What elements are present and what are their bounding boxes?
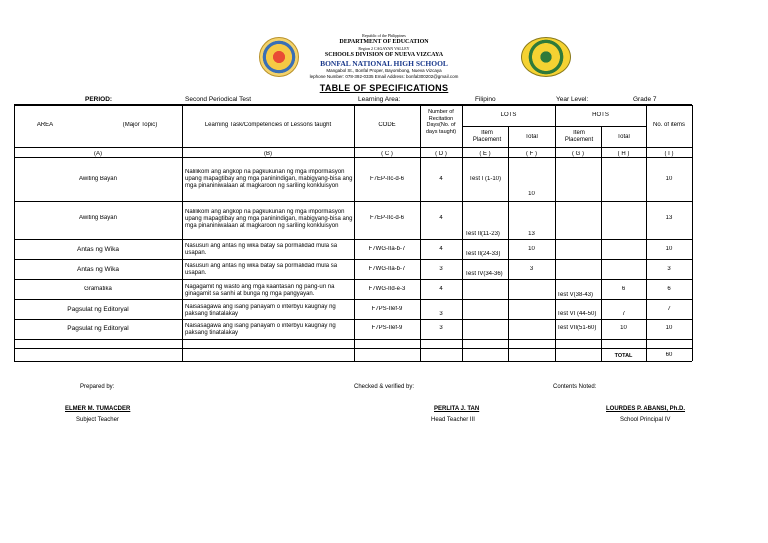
table-row-3-task: Nasusuri ang antas ng wika batay sa pormalidad mula sa usapan.: [185, 243, 338, 256]
table-row-4-lots-placement: Test IV(34-36): [465, 271, 503, 277]
learning-area-label: Learning Area:: [358, 96, 401, 103]
checked-by-label: Checked & verified by:: [354, 384, 415, 390]
header-days: Number of Recitation Days(No. of days taught): [425, 109, 457, 135]
table-row-2-days: 4: [439, 215, 443, 221]
table-row-1-task: Nalilikom ang angkop na pagkukunan ng mga impormasyon upang mapagtibay ang mga paninindigan, mabigyang-bisa ang mga pinaniniwalaan at magkaroon ng sariling konkluisyon: [185, 169, 353, 189]
table-column-border: [354, 105, 355, 361]
table-row-1-area: Awiting Bayan: [79, 176, 117, 182]
letter-e: ( E ): [479, 151, 491, 157]
table-row-4-days: 3: [439, 266, 443, 272]
header-school: BONFAL NATIONAL HIGH SCHOOL: [320, 59, 448, 68]
table-column-border: [555, 105, 556, 361]
table-subheader-border: [462, 126, 646, 127]
header-task: Learning Task/Competencies of Lessons taught: [204, 122, 332, 128]
table-column-border: [646, 105, 647, 361]
header-number-of-items: No. of items: [652, 122, 685, 128]
header-lots-total: Total: [525, 134, 538, 140]
header-region: Region 2 CAGAYAN VALLEY: [358, 46, 410, 51]
table-row-4-items: 3: [667, 266, 671, 272]
table-row-6-task: Naisasagawa ang isang panayam o interbyu kaugnay ng paksang tinatalakay: [185, 304, 336, 317]
table-right-border: [692, 105, 693, 361]
table-row-5-hots-placement: Test V(38-43): [557, 292, 594, 298]
checked-by-title: Head Teacher III: [431, 417, 475, 423]
header-lots: LOTS: [500, 112, 517, 118]
letter-g: ( G ): [572, 151, 584, 157]
table-row-3-days: 4: [439, 246, 443, 252]
table-row-1-days: 4: [439, 176, 443, 182]
table-row-3-lots-total: 10: [528, 246, 535, 252]
prepared-by-name: ELMER M. TUMACDER: [65, 406, 131, 412]
checked-by-name: PERLITA J. TAN: [434, 406, 480, 412]
header-area: AREA: [36, 122, 54, 128]
table-row-6-hots-placement: Test VI (44-50): [557, 311, 597, 317]
table-row-1-code: F7EP-IIc-d-6: [369, 176, 404, 182]
document-title: TABLE OF SPECIFICATIONS: [319, 83, 449, 93]
table-row-border: [14, 361, 692, 362]
table-row-7-hots-placement: Test VII(51-60): [557, 325, 597, 331]
letter-h: ( H ): [617, 151, 630, 157]
letter-b: (B): [264, 151, 272, 157]
letter-a: (A): [94, 151, 102, 157]
letter-c: ( C ): [381, 151, 393, 157]
table-row-5-hots-total: 6: [621, 286, 626, 292]
table-row-3-items: 10: [665, 246, 673, 252]
header-hots-total: Total: [617, 134, 630, 140]
table-row-6-items: 7: [667, 306, 671, 312]
table-row-6-days: 3: [439, 311, 443, 317]
table-row-1-items: 10: [665, 176, 673, 182]
table-row-3-area: Antas ng Wika: [77, 246, 119, 253]
table-row-7-code: F7PS-IIef-9: [371, 325, 403, 331]
table-row-4-area: Antas ng Wika: [77, 266, 119, 273]
table-row-2-lots-placement: Test II(11-23): [465, 231, 500, 237]
table-row-6-hots-total: 7: [621, 311, 626, 317]
prepared-by-label: Prepared by:: [80, 384, 115, 390]
table-column-border: [462, 105, 463, 361]
header-hots-item-placement: Item Placement: [564, 130, 594, 143]
table-row-5-task: Nagagamit ng wasto ang mga kaantasan ng pang-uri na ginagamit sa sanhi at bunga ng mga pangyayan.: [185, 284, 335, 297]
table-row-5-area: Gramatika: [84, 286, 112, 292]
header-code: CODE: [378, 122, 396, 128]
letter-i: ( I ): [664, 151, 674, 157]
noted-by-label: Contents Noted:: [553, 384, 597, 390]
table-row-4-code: F7WG-IIa-b-7: [368, 266, 406, 272]
year-level-label: Year Level:: [556, 96, 589, 103]
header-contact: lephone Number: 078-392-0335 Email Address: bonfal300202@gmail.com: [309, 74, 459, 79]
table-row-border: [14, 201, 692, 202]
table-row-2-area: Awiting Bayan: [79, 215, 117, 221]
learning-area-value: Filipino: [475, 96, 496, 103]
table-row-4-task: Nasusuri ang antas ng wika batay sa pormalidad mula sa usapan.: [185, 263, 338, 276]
header-major-topic: (Major Topic): [122, 122, 158, 128]
letter-f: ( F ): [526, 151, 537, 157]
table-column-border: [508, 126, 509, 361]
letter-d: ( D ): [435, 151, 447, 157]
table-row-7-items: 10: [665, 325, 673, 331]
table-row-7-area: Pagsulat ng Editoryal: [67, 325, 129, 332]
table-row-border: [14, 348, 692, 349]
table-row-border: [14, 319, 692, 320]
table-row-2-items: 13: [665, 215, 673, 221]
table-row-border: [14, 279, 692, 280]
table-column-border: [182, 105, 183, 361]
header-address: Mangabol St., Bonfal Proper, Bayombong, Nueva Vizcaya: [326, 68, 442, 73]
table-row-border: [14, 259, 692, 260]
table-row-border: [14, 299, 692, 300]
period-value: Second Periodical Test: [185, 96, 252, 103]
total-value: 60: [665, 352, 673, 358]
table-row-6-area: Pagsulat ng Editoryal: [67, 306, 129, 313]
table-row-5-code: F7WG-IId-e-3: [368, 286, 406, 292]
prepared-by-title: Subject Teacher: [76, 417, 119, 423]
table-row-3-lots-placement: Test II(24-33): [465, 251, 501, 257]
table-left-border: [14, 105, 15, 361]
table-row-7-days: 3: [439, 325, 443, 331]
noted-by-name: LOURDES P. ABANSI, Ph.D.: [606, 406, 686, 412]
table-row-border: [14, 147, 692, 148]
table-row-border: [14, 339, 692, 340]
period-label: PERIOD:: [85, 96, 113, 103]
table-row-6-code: F7PS-IIef-9: [371, 306, 403, 312]
table-row-5-days: 4: [439, 286, 443, 292]
table-row-3-code: F7WG-IIa-b-7: [368, 246, 406, 252]
header-department: DEPARTMENT OF EDUCATION: [339, 39, 429, 45]
header-republic: Republic of the Philippines: [362, 33, 406, 38]
table-row-1-lots-placement: Test I (1-10): [468, 176, 501, 182]
table-row-1-lots-total: 10: [528, 191, 535, 197]
table-top-border: [14, 105, 692, 106]
header-division: SCHOOLS DIVISION OF NUEVA VIZCAYA: [324, 52, 444, 58]
noted-by-title: School Principal IV: [620, 417, 671, 423]
table-row-2-lots-total: 13: [528, 231, 535, 237]
header-hots: HOTS: [592, 112, 609, 118]
table-row-4-lots-total: 3: [529, 266, 534, 272]
table-row-7-task: Naisasagawa ang isang panayam o interbyu kaugnay ng paksang tinatalakay: [185, 323, 336, 336]
year-level-value: Grade 7: [633, 96, 657, 103]
table-row-7-hots-total: 10: [620, 325, 627, 331]
table-row-2-code: F7EP-IIc-d-6: [369, 215, 404, 221]
table-row-border: [14, 239, 692, 240]
header-lots-item-placement: Item Placement: [472, 130, 502, 143]
table-row-5-items: 6: [667, 286, 671, 292]
table-row-2-task: Nalilikom ang angkop na pagkukunan ng mga impormasyon upang mapagtibay ang mga paninindigan, mabigyang-bisa ang mga pinaniniwalaan at magkaroon ng sariling konkluisyon: [185, 209, 353, 229]
total-label: TOTAL: [614, 353, 633, 359]
